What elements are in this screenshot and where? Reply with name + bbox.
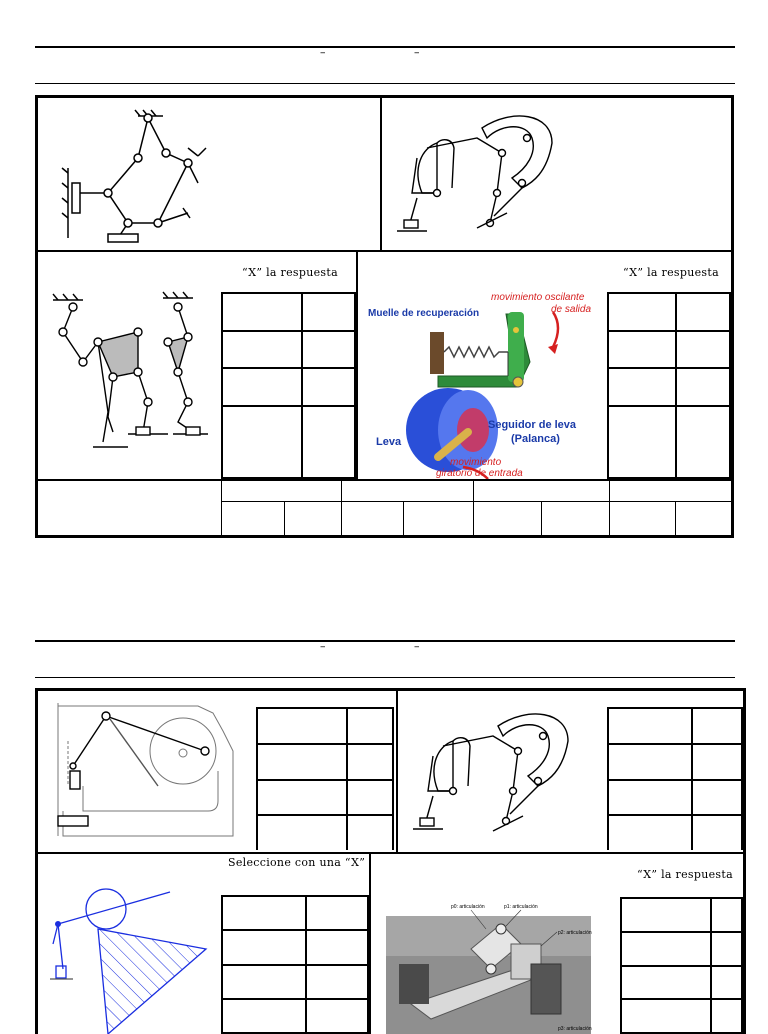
answer-cell[interactable] bbox=[347, 780, 393, 816]
answer-cell[interactable] bbox=[676, 331, 730, 369]
answer-cell[interactable] bbox=[608, 293, 676, 331]
answer-cell[interactable] bbox=[347, 744, 393, 780]
answer-cell[interactable] bbox=[347, 708, 393, 744]
answer-cell[interactable] bbox=[302, 406, 355, 478]
answer-cell[interactable] bbox=[711, 932, 742, 966]
answer-cell[interactable] bbox=[621, 932, 711, 966]
answer-cell[interactable] bbox=[676, 293, 730, 331]
gripper-diagram-1 bbox=[382, 98, 582, 248]
s2-question-panel-3 bbox=[38, 854, 369, 1034]
linkage-diagram-3 bbox=[38, 252, 218, 479]
photo-label-p2: p2: articulación bbox=[558, 930, 592, 936]
header-rule-bottom-2 bbox=[35, 677, 735, 678]
s2-answer-table-1 bbox=[256, 707, 394, 850]
cam-label-spring: Muelle de recuperación bbox=[368, 308, 480, 319]
answer-cell[interactable] bbox=[257, 780, 347, 816]
question-panel-3 bbox=[38, 252, 356, 479]
answer-cell[interactable] bbox=[222, 896, 306, 930]
s2-answer-instruction-4: “X” la respuesta bbox=[637, 868, 733, 881]
answer-cell[interactable] bbox=[222, 368, 302, 406]
answer-cell[interactable] bbox=[257, 708, 347, 744]
header-dash-right-1: – bbox=[414, 46, 420, 59]
header-rule-top-2 bbox=[35, 640, 735, 642]
answer-cell[interactable] bbox=[347, 815, 393, 850]
photo-label-p3: p3: articulación bbox=[558, 1026, 592, 1032]
mechanism-panel-1 bbox=[38, 98, 378, 248]
s2-answer-table-4 bbox=[620, 897, 743, 1034]
cam-label-leva: Leva bbox=[376, 436, 402, 448]
answer-cell[interactable] bbox=[676, 368, 730, 406]
answer-cell[interactable] bbox=[222, 293, 302, 331]
answer-cell[interactable] bbox=[257, 744, 347, 780]
answer-cell[interactable] bbox=[711, 898, 742, 932]
question-panel-4 bbox=[358, 252, 731, 479]
cam-label-input-2: giratorio de entrada bbox=[436, 468, 523, 479]
header-rule-bottom-1 bbox=[35, 83, 735, 84]
answer-cell[interactable] bbox=[302, 293, 355, 331]
press-diagram bbox=[38, 691, 253, 850]
answer-cell[interactable] bbox=[306, 930, 368, 964]
linkage-diagram-1 bbox=[38, 98, 238, 248]
header-rule-top-1 bbox=[35, 46, 735, 48]
cam-follower-illustration bbox=[358, 252, 608, 479]
answer-cell[interactable] bbox=[608, 708, 692, 744]
bottom-answer-row bbox=[38, 481, 731, 535]
header-dash-left-2: – bbox=[320, 640, 326, 653]
s2-answer-table-2 bbox=[607, 707, 743, 850]
answer-cell[interactable] bbox=[222, 965, 306, 999]
exercise-sheet-1 bbox=[35, 95, 734, 538]
answer-cell[interactable] bbox=[621, 966, 711, 1000]
gripper-diagram-2 bbox=[398, 691, 598, 850]
answer-cell[interactable] bbox=[692, 708, 742, 744]
answer-cell[interactable] bbox=[621, 898, 711, 932]
answer-cell[interactable] bbox=[608, 331, 676, 369]
cam-label-input-1: movimiento bbox=[450, 457, 502, 468]
answer-cell[interactable] bbox=[222, 999, 306, 1033]
answer-table-4 bbox=[607, 292, 731, 479]
answer-cell[interactable] bbox=[692, 744, 742, 780]
answer-cell[interactable] bbox=[257, 815, 347, 850]
s2-mechanism-panel-1 bbox=[38, 691, 394, 850]
answer-cell[interactable] bbox=[608, 780, 692, 816]
answer-cell[interactable] bbox=[608, 368, 676, 406]
answer-cell[interactable] bbox=[222, 930, 306, 964]
answer-instruction-3: “X” la respuesta bbox=[242, 266, 338, 279]
answer-cell[interactable] bbox=[302, 368, 355, 406]
answer-cell[interactable] bbox=[711, 999, 742, 1033]
answer-cell[interactable] bbox=[608, 815, 692, 850]
exercise-sheet-2 bbox=[35, 688, 746, 1034]
photo-label-p1: p1: articulación bbox=[504, 904, 538, 910]
s2-answer-table-3 bbox=[221, 895, 369, 1034]
toggle-clamp-photo bbox=[371, 854, 611, 1034]
answer-cell[interactable] bbox=[306, 965, 368, 999]
answer-cell[interactable] bbox=[711, 966, 742, 1000]
cam-label-follower-1: Seguidor de leva bbox=[488, 419, 577, 431]
answer-cell[interactable] bbox=[222, 331, 302, 369]
answer-cell[interactable] bbox=[306, 999, 368, 1033]
cam-label-follower-2: (Palanca) bbox=[511, 433, 560, 445]
s2-mechanism-panel-2 bbox=[398, 691, 743, 850]
answer-cell[interactable] bbox=[676, 406, 730, 478]
s2-question-panel-4 bbox=[371, 854, 743, 1034]
answer-cell[interactable] bbox=[692, 780, 742, 816]
answer-cell[interactable] bbox=[621, 999, 711, 1033]
answer-cell[interactable] bbox=[608, 744, 692, 780]
blue-linkage-diagram bbox=[38, 854, 218, 1034]
cam-label-output-2: de salida bbox=[551, 304, 592, 315]
cam-label-output-1: movimiento oscilante bbox=[491, 292, 585, 303]
answer-cell[interactable] bbox=[302, 331, 355, 369]
header-dash-left-1: – bbox=[320, 46, 326, 59]
answer-cell[interactable] bbox=[692, 815, 742, 850]
s2-answer-instruction-3: Seleccione con una “X” bbox=[228, 856, 366, 869]
photo-label-p0: p0: articulación bbox=[451, 904, 485, 910]
answer-table-3 bbox=[221, 292, 356, 479]
answer-instruction-4: “X” la respuesta bbox=[623, 266, 719, 279]
mechanism-panel-2 bbox=[382, 98, 731, 248]
answer-cell[interactable] bbox=[306, 896, 368, 930]
answer-cell[interactable] bbox=[222, 406, 302, 478]
header-dash-right-2: – bbox=[414, 640, 420, 653]
answer-cell[interactable] bbox=[608, 406, 676, 478]
